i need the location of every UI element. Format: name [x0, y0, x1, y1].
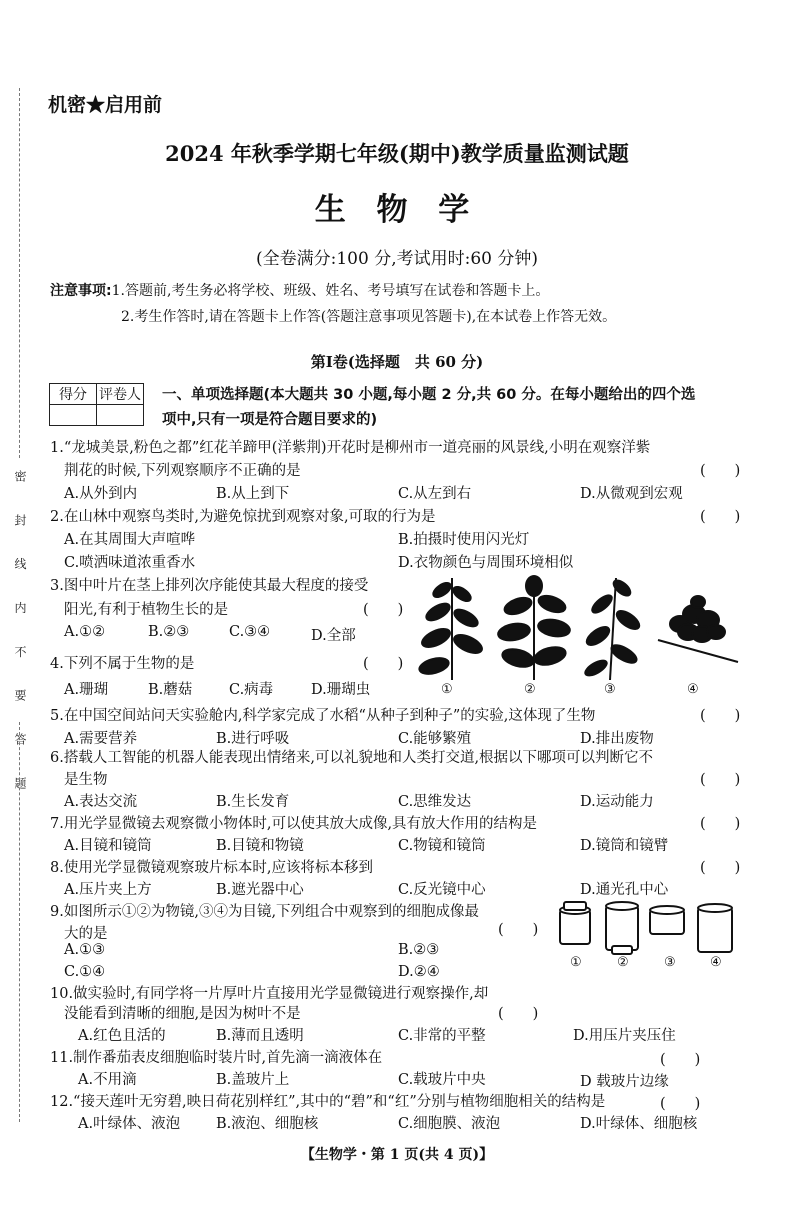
q5-option-a: A.需要营养 — [64, 731, 138, 747]
objective-lens-1-image — [560, 902, 590, 944]
q9-option-b: B.②③ — [398, 942, 440, 958]
figure-label-1: ① — [441, 682, 453, 697]
microscope-lens-figure — [556, 900, 746, 956]
question-1-line1: 1.“龙城美景,粉色之都”红花羊蹄甲(洋紫荆)开花时是柳州市一道亮丽的风景线,小明在观察洋紫 — [50, 440, 651, 456]
answer-paren: ( ) — [700, 509, 741, 525]
secret-label: 机密★启用前 — [48, 94, 163, 116]
side-dashed-line — [19, 722, 20, 1122]
part-title: 第Ⅰ卷(选择题 共 60 分) — [310, 353, 484, 371]
answer-paren: ( ) — [660, 1052, 701, 1068]
q2-option-d: D.衣物颜色与周围环境相似 — [398, 555, 574, 571]
full-score-info: (全卷满分:100 分,考试用时:60 分钟) — [255, 249, 538, 269]
q2-option-b: B.拍摄时使用闪光灯 — [398, 532, 530, 548]
lens-label-2: ② — [617, 955, 629, 970]
q3-option-b: B.②③ — [148, 624, 190, 640]
q11-option-a: A.不用滴 — [78, 1072, 137, 1088]
q3-option-d: D.全部 — [311, 628, 356, 644]
q9-option-a: A.①③ — [64, 942, 106, 958]
q1-option-c: C.从左到右 — [398, 486, 472, 502]
answer-paren: ( ) — [363, 602, 404, 618]
question-7-line1: 7.用光学显微镜去观察微小物体时,可以使其放大成像,具有放大作用的结构是 — [50, 816, 538, 832]
notice-label: 注意事项: — [50, 283, 112, 299]
answer-paren: ( ) — [700, 463, 741, 479]
q11-option-c: C.载玻片中央 — [398, 1072, 486, 1088]
q6-option-c: C.思维发达 — [398, 794, 472, 810]
q2-option-c: C.喷洒味道浓重香水 — [64, 555, 196, 571]
answer-paren: ( ) — [660, 1096, 701, 1112]
answer-paren: ( ) — [700, 816, 741, 832]
figure-label-4: ④ — [687, 682, 699, 697]
grader-header: 评卷人 — [97, 384, 144, 405]
q4-option-a: A.珊瑚 — [64, 682, 109, 698]
q10-option-c: C.非常的平整 — [398, 1028, 486, 1044]
q2-option-a: A.在其周围大声喧哗 — [64, 532, 196, 548]
eyepiece-3-image — [650, 906, 684, 934]
q11-option-d: D 载玻片边缘 — [580, 1074, 669, 1090]
lens-label-4: ④ — [710, 955, 722, 970]
lens-label-1: ① — [570, 955, 582, 970]
q12-option-a: A.叶绿体、液泡 — [78, 1116, 181, 1132]
q8-option-b: B.遮光器中心 — [216, 882, 304, 898]
lens-label-3: ③ — [664, 955, 676, 970]
answer-paren: ( ) — [700, 708, 741, 724]
q8-option-c: C.反光镜中心 — [398, 882, 486, 898]
figure-label-2: ② — [524, 682, 536, 697]
q7-option-d: D.镜筒和镜臂 — [580, 838, 669, 854]
q9-option-c: C.①④ — [64, 964, 106, 980]
q6-option-a: A.表达交流 — [64, 794, 138, 810]
figure-label-3: ③ — [604, 682, 616, 697]
answer-paren: ( ) — [498, 1006, 539, 1022]
leaf-arrangement-figure — [418, 574, 748, 684]
q6-option-d: D.运动能力 — [580, 794, 654, 810]
q11-option-b: B.盖玻片上 — [216, 1072, 290, 1088]
q7-option-a: A.目镜和镜筒 — [64, 838, 152, 854]
plant-1-image — [418, 578, 485, 680]
q10-option-d: D.用压片夹压住 — [573, 1028, 676, 1044]
question-3-line1: 3.图中叶片在茎上排列次序能使其最大程度的接受 — [50, 578, 369, 594]
q1-option-a: A.从外到内 — [64, 486, 138, 502]
q5-option-c: C.能够繁殖 — [398, 731, 472, 747]
q7-option-c: C.物镜和镜筒 — [398, 838, 486, 854]
q12-option-c: C.细胞膜、液泡 — [398, 1116, 501, 1132]
plant-2-image — [497, 576, 571, 680]
q6-option-b: B.生长发育 — [216, 794, 290, 810]
question-10-line2: 没能看到清晰的细胞,是因为树叶不是 — [64, 1006, 301, 1022]
eyepiece-4-image — [698, 904, 732, 952]
question-9-line2: 大的是 — [64, 926, 108, 942]
answer-paren: ( ) — [700, 860, 741, 876]
plant-3-image — [583, 578, 642, 680]
q4-option-c: C.病毒 — [229, 682, 274, 698]
question-1-line2: 荆花的时候,下列观察顺序不正确的是 — [64, 463, 301, 479]
q1-option-d: D.从微观到宏观 — [580, 486, 683, 502]
question-9-line1: 9.如图所示①②为物镜,③④为目镜,下列组合中观察到的细胞成像最 — [50, 904, 480, 920]
q8-option-d: D.通光孔中心 — [580, 882, 669, 898]
question-8-line1: 8.使用光学显微镜观察玻片标本时,应该将标本移到 — [50, 860, 373, 876]
question-6-line1: 6.搭载人工智能的机器人能表现出情绪来,可以礼貌地和人类打交道,根据以下哪项可以判断它不 — [50, 750, 654, 766]
q12-option-d: D.叶绿体、细胞核 — [580, 1116, 698, 1132]
q3-option-c: C.③④ — [229, 624, 271, 640]
section-heading-line1: 一、单项选择题(本大题共 30 小题,每小题 2 分,共 60 分。在每小题给出的四个选 — [162, 387, 696, 403]
question-6-line2: 是生物 — [64, 772, 108, 788]
question-12-line1: 12.“接天莲叶无穷碧,映日荷花别样红”,其中的“碧”和“红”分别与植物细胞相关的结构是 — [50, 1094, 606, 1110]
q5-option-d: D.排出废物 — [580, 731, 654, 747]
subject-title: 生 物 学 — [314, 192, 480, 228]
notice-item-2: 2.考生作答时,请在答题卡上作答(答题注意事项见答题卡),在本试卷上作答无效。 — [121, 309, 617, 325]
score-table — [49, 383, 144, 426]
page-footer: 【生物学・第 1 页(共 4 页)】 — [300, 1147, 494, 1163]
q1-option-b: B.从上到下 — [216, 486, 290, 502]
score-cell — [50, 405, 97, 426]
grader-cell — [97, 405, 144, 426]
q5-option-b: B.进行呼吸 — [216, 731, 290, 747]
answer-paren: ( ) — [363, 656, 404, 672]
question-4-line1: 4.下列不属于生物的是 — [50, 656, 195, 672]
objective-lens-2-image — [606, 902, 638, 954]
q4-option-d: D.珊瑚虫 — [311, 682, 371, 698]
answer-paren: ( ) — [498, 922, 539, 938]
score-header: 得分 — [50, 384, 97, 405]
q7-option-b: B.目镜和物镜 — [216, 838, 304, 854]
q8-option-a: A.压片夹上方 — [64, 882, 152, 898]
question-3-line2: 阳光,有利于植物生长的是 — [64, 602, 229, 618]
q12-option-b: B.液泡、细胞核 — [216, 1116, 319, 1132]
notice-item-1: 注意事项:1.答题前,考生务必将学校、班级、姓名、考号填写在试卷和答题卡上。 — [50, 283, 550, 299]
answer-paren: ( ) — [700, 772, 741, 788]
exam-title: 2024 年秋季学期七年级(期中)教学质量监测试题 — [165, 141, 629, 166]
q10-option-b: B.薄而且透明 — [216, 1028, 304, 1044]
question-10-line1: 10.做实验时,有同学将一片厚叶片直接用光学显微镜进行观察操作,却 — [50, 986, 489, 1002]
q4-option-b: B.蘑菇 — [148, 682, 193, 698]
q10-option-a: A.红色且活的 — [78, 1028, 166, 1044]
side-seal-text: 密 封 线 内 不 要 答 题 — [13, 470, 27, 803]
question-2-line1: 2.在山林中观察鸟类时,为避免惊扰到观察对象,可取的行为是 — [50, 509, 436, 525]
section-heading-line2: 项中,只有一项是符合题目要求的) — [162, 412, 378, 428]
q9-option-d: D.②④ — [398, 964, 440, 980]
question-11-line1: 11.制作番茄表皮细胞临时装片时,首先滴一滴液体在 — [50, 1050, 383, 1066]
plant-4-image — [658, 596, 738, 662]
question-5-line1: 5.在中国空间站问天实验舱内,科学家完成了水稻“从种子到种子”的实验,这体现了生物 — [50, 708, 596, 724]
q3-option-a: A.①② — [64, 624, 106, 640]
